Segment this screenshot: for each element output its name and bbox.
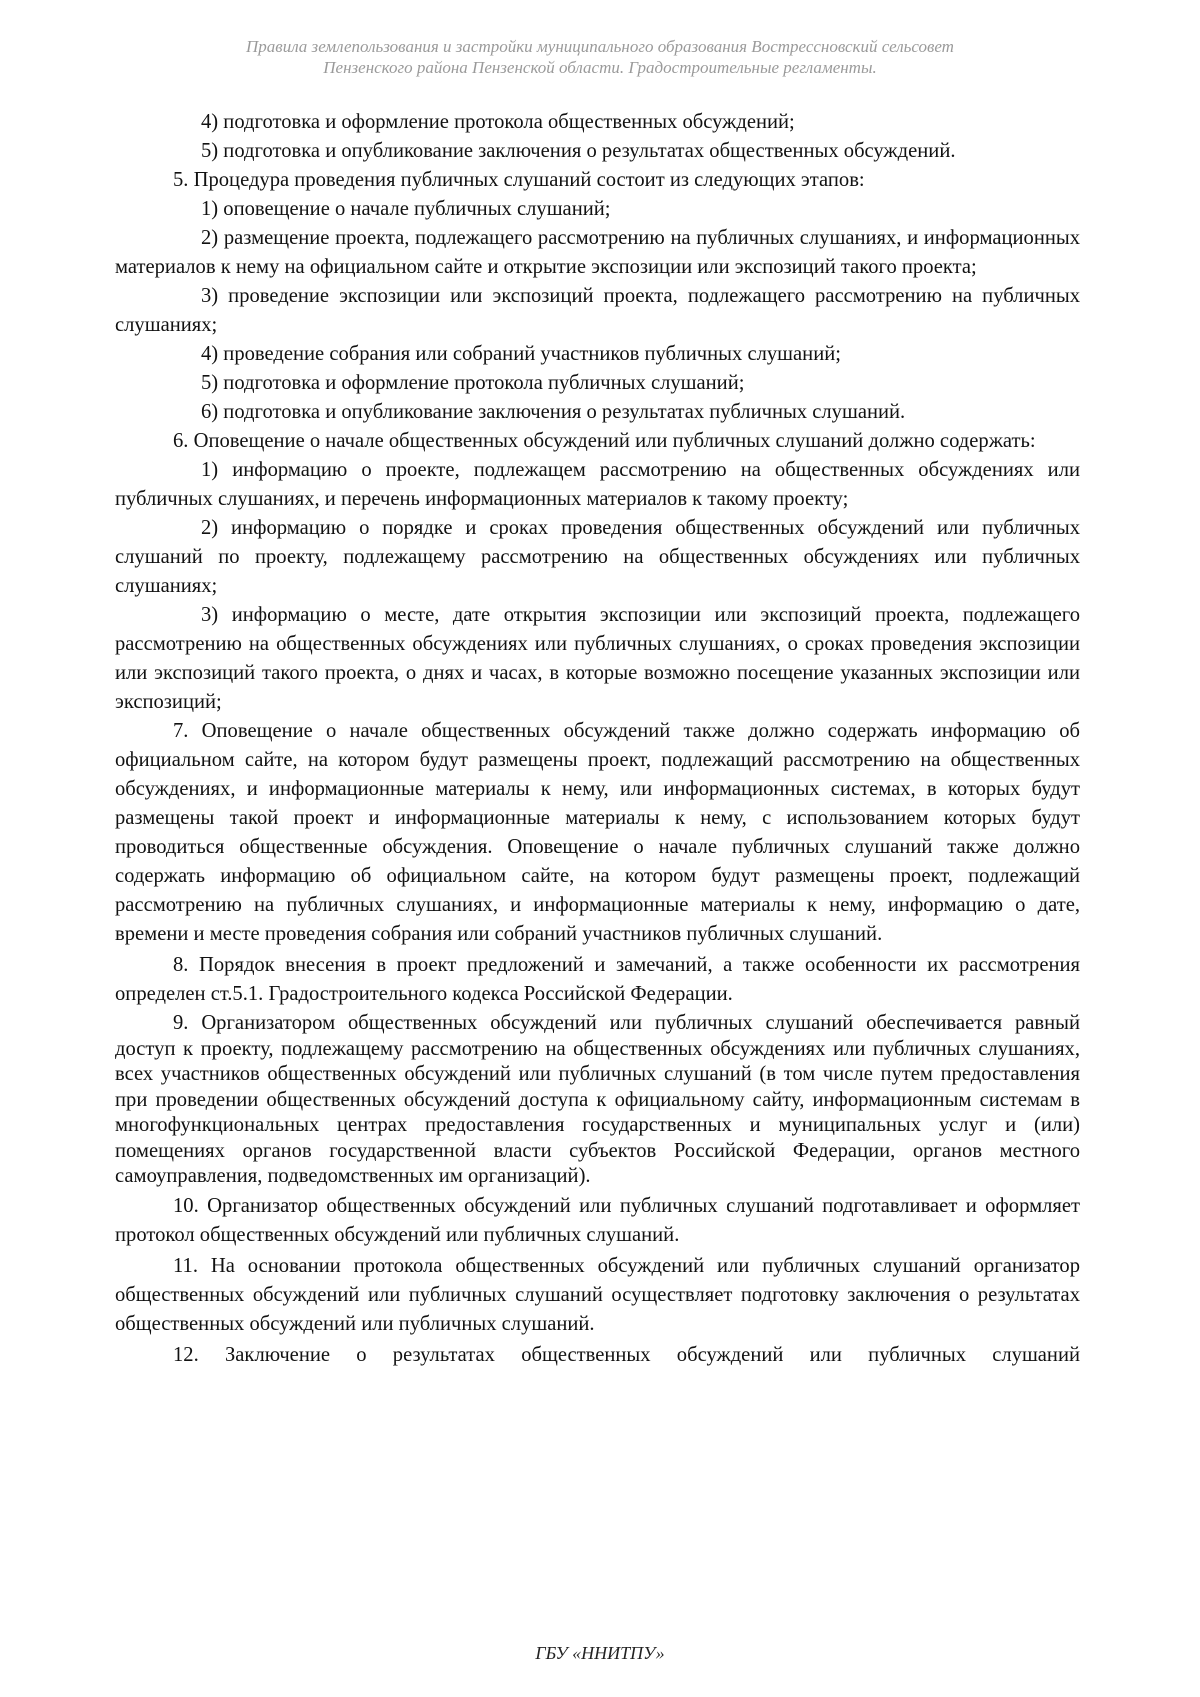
list-item: 1) информацию о проекте, подлежащем рассмотрению на общественных обсуждениях или публичных слушаниях, и перечень информационных материалов к такому проекту; [115,459,1080,510]
list-item: 5) подготовка и опубликование заключения о результатах общественных обсуждений. [201,140,956,162]
header-line-1: Правила землепользования и застройки муниципального образования Вострессновский сельсовет [246,37,954,56]
section-paragraph-10: 10. Организатор общественных обсуждений или публичных слушаний подготавливает и оформляет протокол общественных обсуждений или публичных слушаний. [115,1194,1080,1246]
section-paragraph-8: 8. Порядок внесения в проект предложений и замечаний, а также особенности их рассмотрения определен ст.5.1. Градостроительного кодекса Российской Федерации. [115,954,1080,1005]
section-paragraph-12: 12. Заключение о результатах общественных обсуждений или публичных слушаний [173,1343,1080,1366]
list-item: 2) информацию о порядке и сроках проведения общественных обсуждений или публичных слушаний по проекту, подлежащему рассмотрению на общественных обсуждениях или публичных слушаниях; [115,517,1080,597]
list-item: 4) проведение собрания или собраний участников публичных слушаний; [201,343,841,365]
list-item: 2) размещение проекта, подлежащего рассмотрению на публичных слушаниях, и информационных материалов к нему на официальном сайте и открытие экспозиции или экспозиций такого проекта; [115,227,1080,278]
section-paragraph-6: 6. Оповещение о начале общественных обсуждений или публичных слушаний должно содержать: [173,430,1036,452]
header-line-2: Пензенского района Пензенской области. Градостроительные регламенты. [323,58,877,77]
page-footer: ГБУ «ННИТПУ» [535,1643,665,1663]
running-header [0,36,1200,78]
list-item: 3) информацию о месте, дате открытия экспозиции или экспозиций проекта, подлежащего рассмотрению на общественных обсуждениях или публичных слушаниях, о сроках проведения экспозиции или экспозиций такого проекта, о днях и часах, в которые возможно посещение указанных экспозиции или экспозиций; [115,604,1080,713]
list-item: 4) подготовка и оформление протокола общественных обсуждений; [201,111,795,133]
list-item: 6) подготовка и опубликование заключения о результатах публичных слушаний. [201,401,906,423]
document-body [115,108,1080,1370]
section-paragraph-7: 7. Оповещение о начале общественных обсуждений также должно содержать информацию об официальном сайте, на котором будут размещены проект, подлежащий рассмотрению на общественных обсуждениях, и информационные материалы к нему, или информационных системах, в которых будут размещены такой проект и информационные материалы к нему, с использованием которых будут проводиться общественные обсуждения. Оповещение о начале публичных слушаний также должно содержать информацию об официальном сайте, на котором будут размещены проект, подлежащий рассмотрению на публичных слушаниях, и информационные материалы к нему, информацию о дате, времени и месте проведения собрания или собраний участников публичных слушаний. [115,720,1080,945]
section-paragraph-11: 11. На основании протокола общественных обсуждений или публичных слушаний организатор общественных обсуждений или публичных слушаний осуществляет подготовку заключения о результатах общественных обсуждений или публичных слушаний. [115,1254,1080,1335]
section-paragraph-5: 5. Процедура проведения публичных слушаний состоит из следующих этапов: [173,169,865,191]
list-item: 1) оповещение о начале публичных слушаний; [201,198,611,220]
list-item: 3) проведение экспозиции или экспозиций проекта, подлежащего рассмотрению на публичных слушаниях; [115,285,1080,336]
section-paragraph-9: 9. Организатором общественных обсуждений или публичных слушаний обеспечивается равный доступ к проекту, подлежащему рассмотрению на общественных обсуждениях или публичных слушаниях, всех участников общественных обсуждений или публичных слушаний (в том числе путем предоставления при проведении общественных обсуждений доступа к официальному сайту, информационным системам в многофункциональных центрах предоставления государственных и муниципальных услуг и (или) помещениях органов государственной власти субъектов Российской Федерации, органов местного самоуправления, подведомственных им организаций). [115,1012,1080,1187]
list-item: 5) подготовка и оформление протокола публичных слушаний; [201,372,745,394]
